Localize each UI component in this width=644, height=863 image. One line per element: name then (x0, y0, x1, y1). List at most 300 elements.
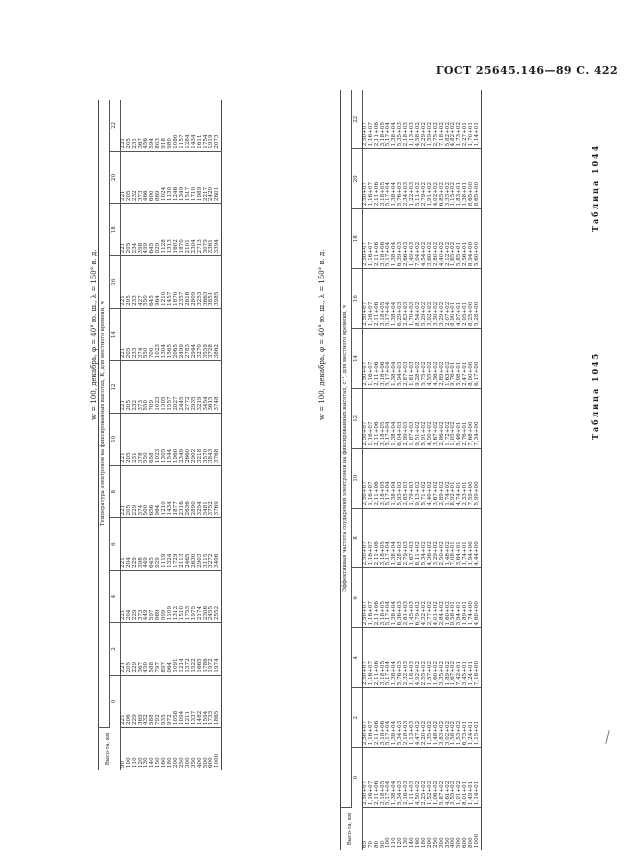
value-cell: 2304 (192, 204, 198, 256)
value-cell: 6,17+00 (475, 329, 481, 389)
value-cell: 233 (133, 256, 139, 308)
value-cell: 1,16+07 (369, 508, 375, 568)
value-cell: 1510 (180, 570, 186, 622)
value-cell: 1,63+02 (446, 329, 452, 389)
value-cell: 3481 (204, 466, 210, 518)
height-cell: 1000 (474, 833, 481, 848)
value-cell: 3,18+05 (381, 149, 387, 209)
value-cell: 2,29+02 (422, 90, 428, 149)
value-cell: 2,11+06 (375, 149, 381, 209)
value-cell: 3728 (209, 308, 215, 360)
value-cell: 2,05+01 (463, 269, 469, 329)
value-cell: 373 (139, 361, 145, 413)
value-cell: 3663 (204, 256, 210, 308)
value-cell: 3,18+05 (381, 90, 387, 149)
value-cell: 205 (127, 361, 133, 413)
value-cell: 7,34+00 (475, 388, 481, 448)
value-cell: 9,58+01 (451, 568, 457, 628)
value-cell: 229 (133, 675, 139, 727)
value-cell: 3,18+05 (381, 388, 387, 448)
value-cell: 205 (127, 308, 133, 360)
height-cell: 160 (414, 837, 421, 848)
value-cell: 1,52+02 (428, 748, 434, 808)
hour-header: 18 (351, 209, 362, 269)
value-cell: 3,92+02 (428, 269, 434, 329)
value-cell: 3,45+01 (463, 628, 469, 688)
value-cell: 4,32+02 (422, 568, 428, 628)
value-cell: 1,16+07 (369, 628, 375, 688)
value-cell: 2944 (192, 308, 198, 360)
value-cell: 1,38+04 (392, 209, 398, 269)
value-cell: 3,18+05 (381, 269, 387, 329)
value-cell: 3406 (215, 518, 221, 570)
value-cell: 229 (133, 623, 139, 675)
value-cell: 6,85+02 (440, 149, 446, 209)
value-cell: 2,11+06 (375, 628, 381, 688)
value-cell: 1094 (180, 675, 186, 727)
value-cell: 3752 (209, 466, 215, 518)
value-cell: 1544 (168, 413, 174, 465)
value-cell: 2902 (192, 413, 198, 465)
value-cell: 4,47+02 (416, 688, 422, 748)
value-cell: 1,59+02 (428, 90, 434, 149)
value-cell: 5,91+02 (422, 388, 428, 448)
value-cell: 3270 (198, 308, 204, 360)
value-cell: 2,11+06 (375, 688, 381, 748)
value-cell: 2217 (204, 151, 210, 203)
value-cell: 2,50+07 (362, 448, 368, 508)
height-cell: 180 (420, 837, 427, 848)
value-cell: 1602 (174, 204, 180, 256)
value-cell: 1,13+03 (410, 90, 416, 149)
height-cell: 350 (444, 837, 451, 848)
height-header: Высо-та, км (99, 728, 121, 771)
value-cell: 5,82+02 (446, 90, 452, 149)
value-cell: 550 (144, 361, 150, 413)
value-cell: 918 (162, 100, 168, 151)
value-cell: 4,50+02 (416, 748, 422, 808)
value-cell: 2,79+03 (404, 508, 410, 568)
value-cell: 6,73+01 (463, 688, 469, 748)
hour-header: 8 (351, 508, 362, 568)
value-cell: 1210 (162, 466, 168, 518)
table-1045-title: w = 100, декабрь, φ = 40° ю. ш., λ = 150° в. д. (318, 249, 326, 420)
value-cell: 999 (162, 570, 168, 622)
value-cell: 964 (156, 466, 162, 518)
value-cell: 1305 (162, 413, 168, 465)
value-cell: 4,92+02 (416, 628, 422, 688)
value-cell: 3,30+02 (434, 269, 440, 329)
value-cell: 5,28+00 (475, 269, 481, 329)
value-cell: 2,25+02 (422, 748, 428, 808)
value-cell: 1130 (168, 151, 174, 203)
value-cell: 1974 (215, 623, 221, 675)
value-cell: 3843 (209, 413, 215, 465)
value-cell: 373 (139, 570, 145, 622)
value-cell: 1284 (186, 100, 192, 151)
value-cell: 3,18+05 (381, 448, 387, 508)
value-cell: 4,36+02 (428, 508, 434, 568)
value-cell: 1,38+04 (392, 329, 398, 389)
value-cell: 2420 (209, 151, 215, 203)
value-cell: 1434 (168, 466, 174, 518)
value-cell: 2,11+06 (375, 748, 381, 808)
value-cell: 2552 (215, 570, 221, 622)
value-cell: 2,50+07 (362, 748, 368, 808)
value-cell: 3,67+02 (434, 388, 440, 448)
value-cell: 5,17+04 (386, 329, 392, 389)
value-cell: 964 (156, 256, 162, 308)
value-cell: 1,94+00 (469, 508, 475, 568)
value-cell: 5,17+04 (386, 209, 392, 269)
value-cell: 1,38+01 (463, 149, 469, 209)
value-cell: 2316 (180, 466, 186, 518)
value-cell: 1246 (174, 151, 180, 203)
value-cell: 2,11+06 (375, 508, 381, 568)
value-cell: 980 (168, 100, 174, 151)
height-cell: 250 (432, 837, 439, 848)
value-cell: 1,49+01 (469, 748, 475, 808)
value-cell: 3,83+02 (440, 688, 446, 748)
value-cell: 204 (127, 570, 133, 622)
hour-header: 14 (351, 329, 362, 389)
value-cell: 2,11+06 (375, 448, 381, 508)
value-cell: 7,16+00 (475, 628, 481, 688)
value-cell: 8,92+01 (451, 448, 457, 508)
value-cell: 2,61+03 (404, 568, 410, 628)
hour-header: 4 (351, 628, 362, 688)
hour-header: 10 (109, 413, 120, 465)
value-cell: 600 (150, 151, 156, 203)
value-cell: 803 (156, 100, 162, 151)
value-cell: 3,18+05 (381, 508, 387, 568)
value-cell: 2,32+03 (404, 628, 410, 688)
value-cell: 1,72+02 (446, 388, 452, 448)
height-cell: 120 (397, 837, 404, 848)
value-cell: 1210 (162, 256, 168, 308)
value-cell: 2772 (186, 361, 192, 413)
value-cell: 1,53+02 (457, 688, 463, 748)
value-cell: 2,86+02 (440, 388, 446, 448)
page-header: ГОСТ 25645.146—89 С. 422 (435, 64, 618, 77)
value-cell: 7,42+01 (457, 628, 463, 688)
value-cell: 7,08+01 (451, 508, 457, 568)
value-cell: 1,45+03 (410, 568, 416, 628)
value-cell: 1,91+02 (457, 748, 463, 808)
height-cell: 130 (143, 757, 150, 768)
value-cell: 597 (150, 570, 156, 622)
hour-header: 14 (109, 308, 120, 360)
value-cell: 1517 (186, 151, 192, 203)
value-cell: 1,89+02 (446, 628, 452, 688)
value-cell: 5,93+03 (398, 448, 404, 508)
value-cell: 8,11+02 (416, 508, 422, 568)
value-cell: 205 (127, 256, 133, 308)
value-cell: 1214 (180, 623, 186, 675)
value-cell: 5,17+04 (386, 568, 392, 628)
value-cell: 3,18+05 (381, 628, 387, 688)
height-cell: 120 (137, 757, 144, 768)
height-cell: 110 (131, 757, 138, 768)
height-cell: 200 (172, 757, 179, 768)
value-cell: 1,16+07 (369, 269, 375, 329)
value-cell: 232 (133, 361, 139, 413)
value-cell: 500 (144, 466, 150, 518)
value-cell: 1565 (168, 308, 174, 360)
value-cell: 1457 (168, 256, 174, 308)
hour-header: 16 (109, 256, 120, 308)
value-cell: 1,16+07 (369, 149, 375, 209)
value-cell: 2349 (180, 413, 186, 465)
value-cell: 935 (162, 675, 168, 727)
value-cell: 221 (120, 466, 126, 518)
value-cell: 5,34+03 (398, 748, 404, 808)
value-cell: 1372 (186, 623, 192, 675)
value-cell: 2,50+07 (362, 688, 368, 748)
value-cell: 5,60+00 (475, 209, 481, 269)
value-cell: 1023 (156, 413, 162, 465)
value-cell: 1,35+02 (428, 688, 434, 748)
value-cell: 231 (133, 100, 139, 151)
value-cell: 2,50+07 (362, 269, 368, 329)
value-cell: 3254 (198, 466, 204, 518)
value-cell: 367 (139, 100, 145, 151)
value-cell: 4,40+02 (440, 209, 446, 269)
value-cell: 6,39+03 (398, 209, 404, 269)
value-cell: 2,87+03 (404, 329, 410, 389)
value-cell: 373 (139, 151, 145, 203)
value-cell: 2,77+02 (428, 568, 434, 628)
value-cell: 645 (150, 204, 156, 256)
height-cell: 500 (456, 837, 463, 848)
value-cell: 8,65+00 (469, 149, 475, 209)
height-cell: 1000 (214, 753, 221, 768)
value-cell: 1211 (186, 675, 192, 727)
height-cell: 350 (190, 757, 197, 768)
height-cell: 90 (379, 840, 386, 848)
hour-header: 6 (109, 518, 120, 570)
value-cell: 2,80+02 (434, 209, 440, 269)
value-cell: 1,14+01 (475, 90, 481, 149)
value-cell: 1,74+02 (446, 448, 452, 508)
value-cell: 5,94+03 (398, 329, 404, 389)
value-cell: 1,60+02 (434, 628, 440, 688)
value-cell: 1482 (198, 675, 204, 727)
value-cell: 3454 (204, 361, 210, 413)
value-cell: 221 (120, 308, 126, 360)
value-cell: 3272 (209, 518, 215, 570)
value-cell: 2357 (180, 256, 186, 308)
value-cell: 2,11+06 (375, 209, 381, 269)
hour-header: 22 (109, 100, 120, 151)
value-cell: 466 (144, 151, 150, 203)
value-cell: 1557 (168, 361, 174, 413)
table-1044-title: w = 100, декабрь, φ = 40° ю. ш., λ = 150° в. д. (90, 249, 98, 420)
value-cell: 1304 (162, 308, 168, 360)
height-cell: 180 (167, 757, 174, 768)
value-cell: 3,64+01 (457, 508, 463, 568)
value-cell: 1312 (174, 570, 180, 622)
value-cell: 1,48+02 (446, 508, 452, 568)
value-cell: 1611 (198, 100, 204, 151)
height-cell: 600 (208, 757, 215, 768)
value-cell: 588 (150, 675, 156, 727)
value-cell: 869 (156, 570, 162, 622)
value-cell: 7,68+00 (469, 388, 475, 448)
value-cell: 2935 (192, 361, 198, 413)
hour-header: 6 (351, 568, 362, 628)
value-cell: 1960 (174, 413, 180, 465)
hour-header: 8 (109, 466, 120, 518)
value-cell: 1877 (174, 466, 180, 518)
value-cell: 2,89+02 (440, 329, 446, 389)
value-cell: 1,15+01 (475, 688, 481, 748)
height-cell: 100 (125, 757, 132, 768)
value-cell: 221 (120, 570, 126, 622)
value-cell: 5,11+02 (416, 149, 422, 209)
value-cell: 2,84+02 (440, 568, 446, 628)
value-cell: 3,02+02 (446, 688, 452, 748)
value-cell: 1091 (174, 623, 180, 675)
value-cell: 4,36+02 (434, 329, 440, 389)
value-cell: 5,29+02 (422, 269, 428, 329)
value-cell: 2,27+01 (463, 90, 469, 149)
value-cell: 2073 (215, 100, 221, 151)
value-cell: 2,50+07 (362, 90, 368, 149)
value-cell: 7,04+02 (416, 209, 422, 269)
value-cell: 5,17+04 (386, 748, 392, 808)
value-cell: 205 (127, 466, 133, 518)
value-cell: 4,01+02 (434, 568, 440, 628)
value-cell: 1,49+03 (410, 209, 416, 269)
value-cell: 1665 (198, 623, 204, 675)
value-cell: 1729 (174, 518, 180, 570)
value-cell: 1,13+03 (410, 688, 416, 748)
value-cell: 3748 (215, 361, 221, 413)
value-cell: 3769 (215, 466, 221, 518)
value-cell: 9,76+01 (451, 329, 457, 389)
value-cell: 1313 (168, 204, 174, 256)
table-1044-number: Таблица 1044 (590, 143, 600, 232)
value-cell: 3115 (204, 518, 210, 570)
value-cell: 221 (120, 518, 126, 570)
value-cell: 221 (120, 100, 126, 151)
value-cell: 6,79+02 (416, 568, 422, 628)
table-1044-subtitle: Температура электронов на фиксированных высотах, К, для местного времени, ч (99, 100, 110, 728)
height-cell: 100 (385, 837, 392, 848)
value-cell: 897 (162, 623, 168, 675)
value-cell: 450 (144, 623, 150, 675)
value-cell: 2616 (186, 256, 192, 308)
height-cell: 400 (450, 837, 457, 848)
value-cell: 5,34+02 (422, 508, 428, 568)
value-cell: 2,18+03 (404, 90, 410, 149)
value-cell: 1058 (174, 675, 180, 727)
value-cell: 1,38+04 (392, 688, 398, 748)
value-cell: 5,71+02 (422, 448, 428, 508)
value-cell: 1,16+07 (369, 748, 375, 808)
value-cell: 3394 (215, 204, 221, 256)
value-cell: 2,76+01 (463, 388, 469, 448)
value-cell: 1,73+02 (457, 90, 463, 149)
value-cell: 2,50+07 (362, 388, 368, 448)
hour-header: 10 (351, 448, 362, 508)
value-cell: 232 (133, 151, 139, 203)
value-cell: 221 (120, 204, 126, 256)
value-cell: 869 (156, 151, 162, 203)
value-cell: 658 (150, 413, 156, 465)
value-cell: 1109 (168, 570, 174, 622)
value-cell: 1,24+01 (469, 628, 475, 688)
value-cell: 2,11+06 (375, 269, 381, 329)
value-cell: 449 (144, 570, 150, 622)
value-cell: 972 (168, 675, 174, 727)
value-cell: 3,67+02 (434, 448, 440, 508)
value-cell: 3,29+02 (434, 508, 440, 568)
value-cell: 6,28+03 (398, 508, 404, 568)
value-cell: 6,36+03 (398, 568, 404, 628)
value-cell: 1710 (192, 151, 198, 203)
value-cell: 1,05+02 (451, 388, 457, 448)
value-cell: 1594 (204, 675, 210, 727)
hour-header: 0 (351, 748, 362, 808)
value-cell: 1023 (156, 308, 162, 360)
value-cell: 3862 (215, 308, 221, 360)
value-cell: 1,67+03 (410, 508, 416, 568)
value-cell: 1,67+02 (451, 628, 457, 688)
value-cell: 2,55+02 (422, 628, 428, 688)
height-cell: 65 (361, 840, 368, 848)
value-cell: 9,13+02 (416, 448, 422, 508)
value-cell: 378 (139, 413, 145, 465)
table-1045-subtitle: Эффективная частота соударений электронов на фиксированных высотах, с⁻¹, для местного времени, ч (341, 90, 352, 808)
value-cell: 5,17+04 (386, 448, 392, 508)
value-cell: 234 (133, 204, 139, 256)
value-cell: 205 (127, 151, 133, 203)
value-cell: 4,50+02 (428, 388, 434, 448)
value-cell: 2,34+03 (404, 149, 410, 209)
value-cell: 5,17+04 (386, 688, 392, 748)
value-cell: 2,50+07 (362, 508, 368, 568)
value-cell: 221 (120, 413, 126, 465)
value-cell: 2660 (186, 413, 192, 465)
value-cell: 1,48+02 (434, 688, 440, 748)
value-cell: 2,20+02 (422, 688, 428, 748)
value-cell: 2,75+02 (434, 90, 440, 149)
value-cell: 5,76+03 (398, 149, 404, 209)
value-cell: 374 (139, 466, 145, 518)
value-cell: 8,90+01 (451, 269, 457, 329)
value-cell: 456 (144, 100, 150, 151)
value-cell: 1,58+02 (451, 688, 457, 748)
value-cell: 1,38+04 (392, 90, 398, 149)
value-cell: 221 (120, 256, 126, 308)
value-cell: 205 (127, 204, 133, 256)
value-cell: 2455 (209, 570, 215, 622)
value-cell: 5,76+03 (398, 628, 404, 688)
height-cell: 250 (178, 757, 185, 768)
value-cell: 4,54+02 (422, 209, 428, 269)
value-cell: 1349 (180, 151, 186, 203)
table-row (215, 100, 221, 770)
value-cell: 398 (139, 518, 145, 570)
value-cell: 2,11+06 (375, 329, 381, 389)
value-cell: 499 (144, 204, 150, 256)
value-cell: 2,79+02 (422, 149, 428, 209)
value-cell: 3985 (215, 256, 221, 308)
height-cell: 150 (155, 757, 162, 768)
value-cell: 5,17+04 (386, 90, 392, 149)
